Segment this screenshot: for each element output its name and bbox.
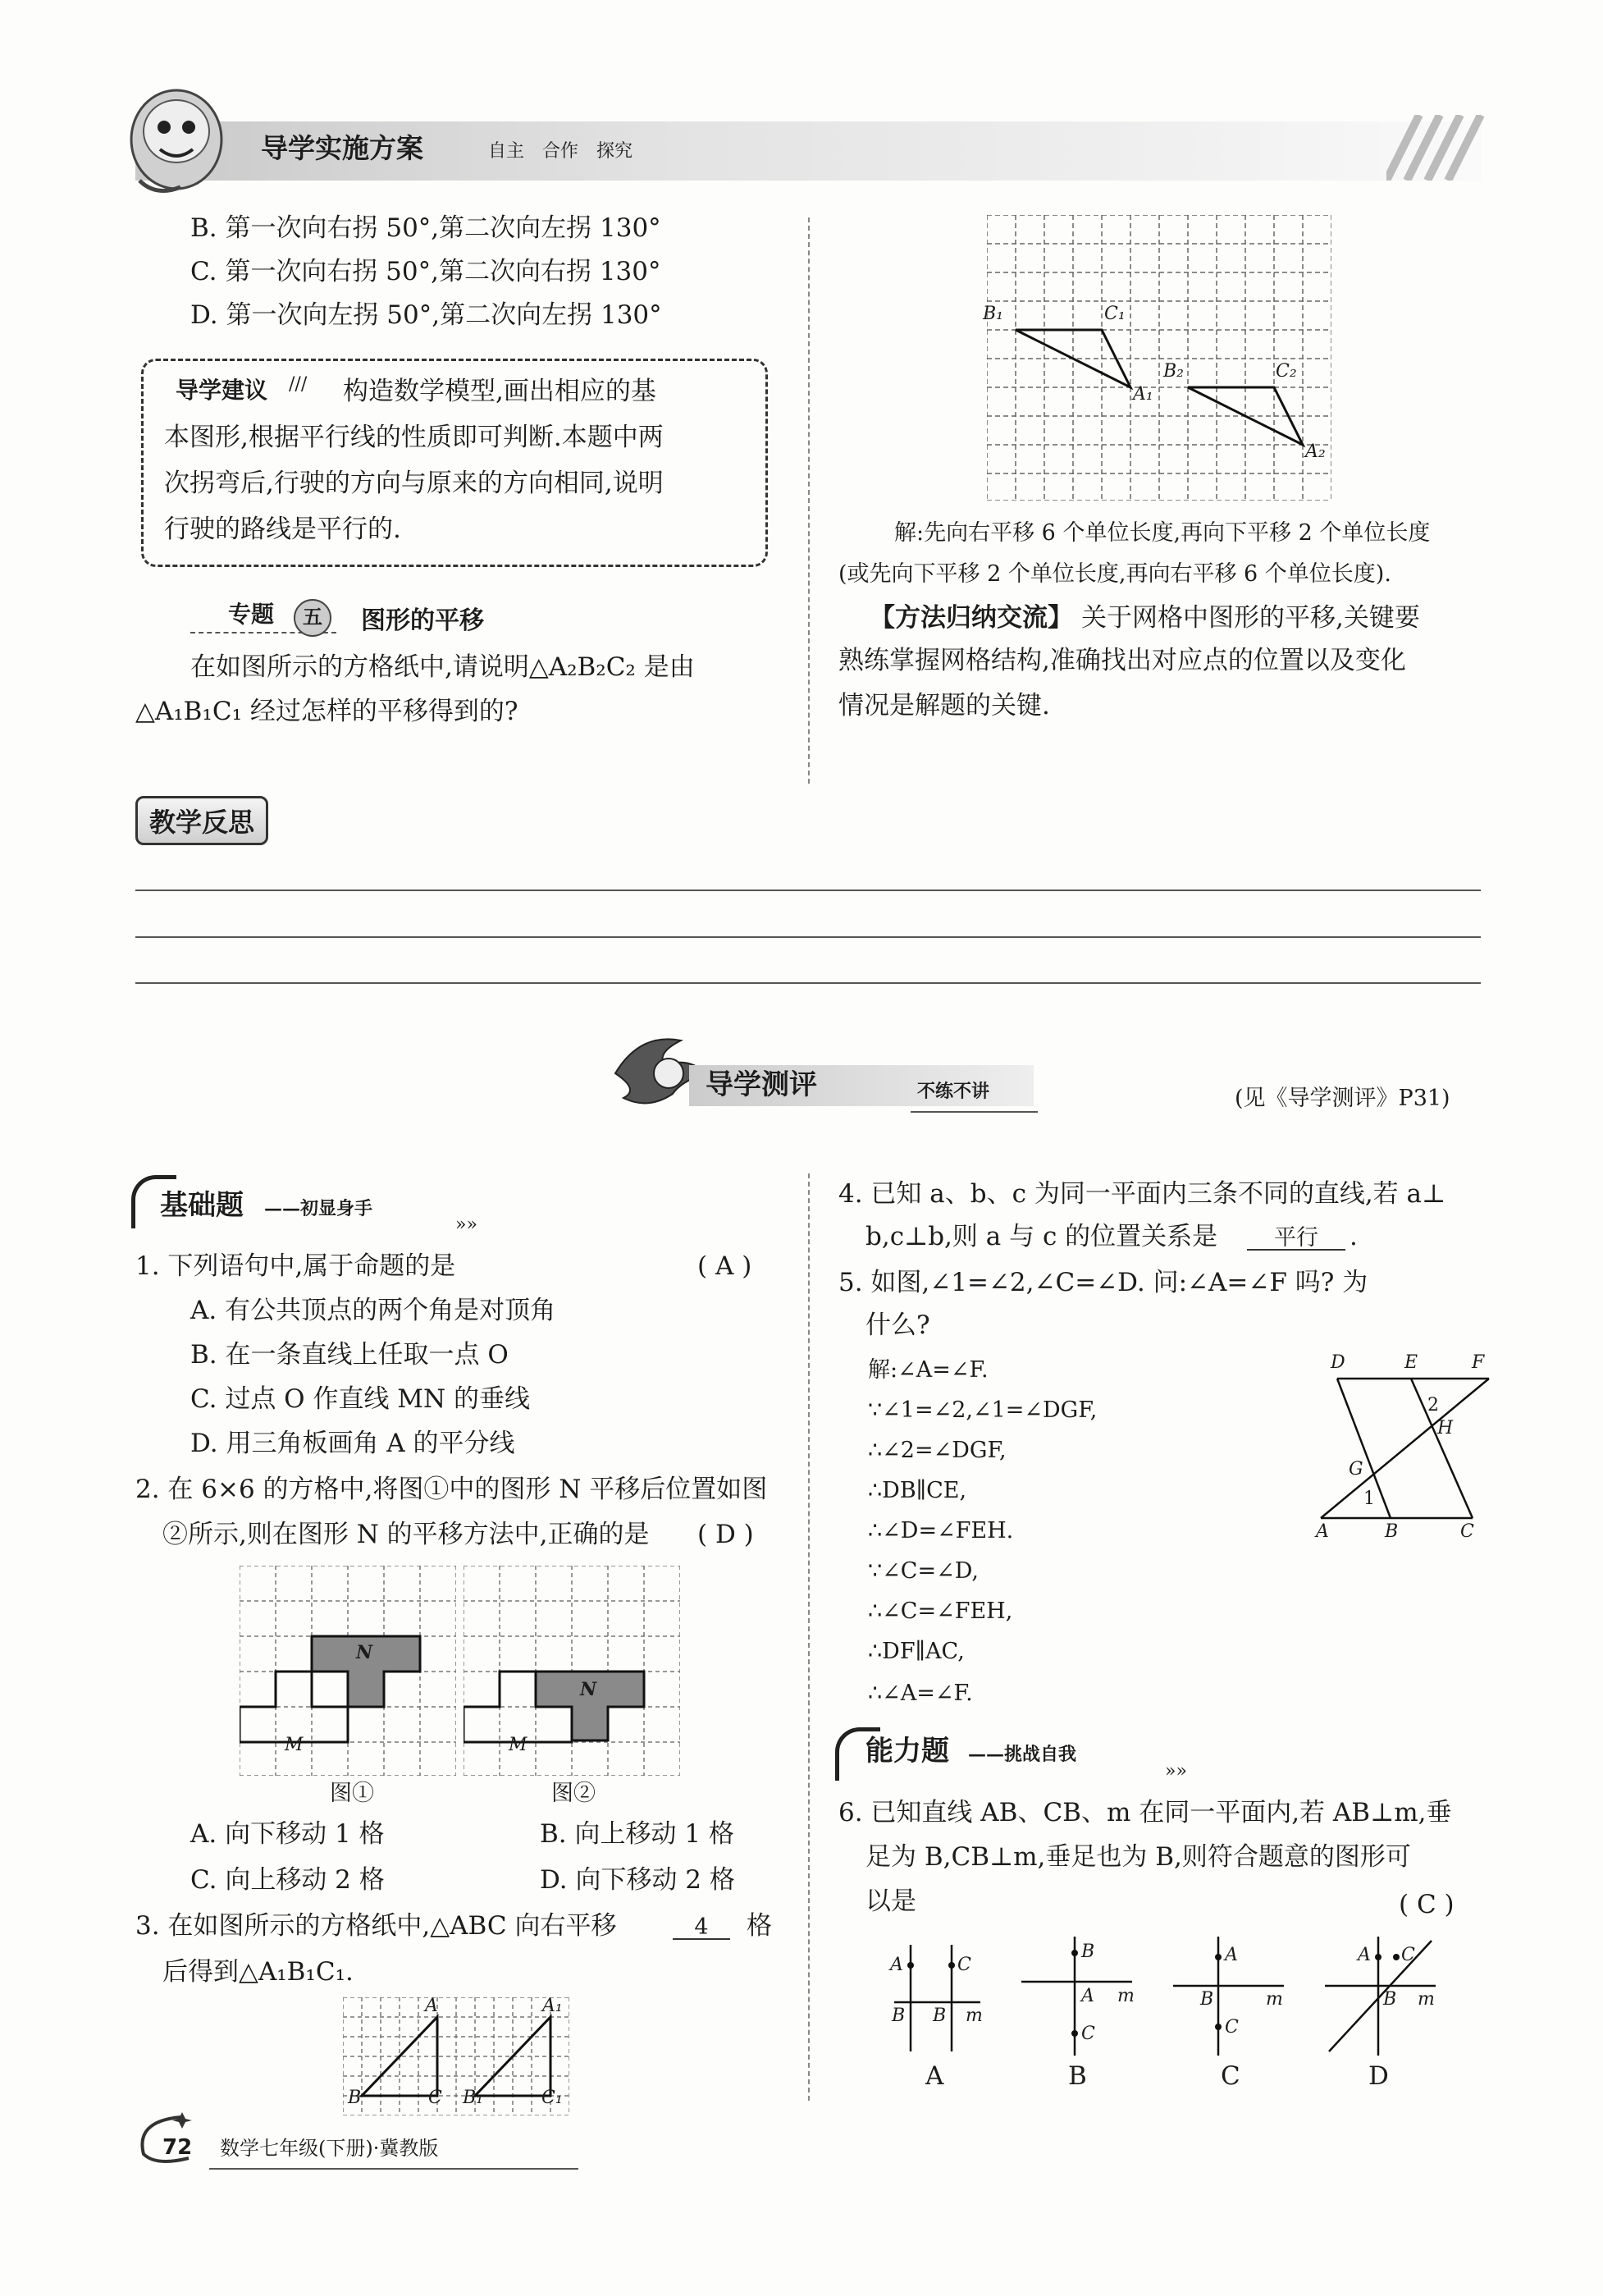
q3-label-a1: A₁	[542, 1996, 563, 2016]
option-b: B. 第一次向右拐 50°,第二次向左拐 130°	[190, 213, 661, 243]
q4-line-2-pre: b,c⊥b,则 a 与 c 的位置关系是	[865, 1222, 1218, 1251]
proof-line-9: ∴∠A=∠F.	[868, 1681, 973, 1706]
q4-answer: 平行	[1247, 1227, 1345, 1251]
q5-figure	[1313, 1352, 1493, 1543]
q3-grid-figure	[343, 1997, 569, 2115]
q6b-label-c: C	[1081, 2024, 1095, 2044]
q6b-label-a: A	[1081, 1986, 1094, 2006]
q6-line-3: 以是	[865, 1887, 916, 1916]
topic-title: 图形的平移	[361, 606, 484, 635]
tip-line-1: 构造数学模型,画出相应的基	[343, 377, 656, 406]
fig5-label-b: B	[1385, 1521, 1399, 1542]
q6-choice-a: A	[925, 2061, 944, 2091]
q2-answer: ( D )	[697, 1520, 754, 1549]
proof-line-7: ∴∠C=∠FEH,	[868, 1599, 1013, 1624]
tip-line-4: 行驶的路线是平行的.	[164, 515, 401, 544]
q2-option-a: A. 向下移动 1 格	[190, 1819, 385, 1849]
q6-choice-c: C	[1221, 2061, 1240, 2091]
ability-label: 能力题	[865, 1735, 949, 1768]
q6-line-1: 6. 已知直线 AB、CB、m 在同一平面内,若 AB⊥m,垂	[838, 1798, 1452, 1827]
q1-option-c: C. 过点 O 作直线 MN 的垂线	[190, 1384, 531, 1414]
q2-option-d: D. 向下移动 2 格	[540, 1865, 735, 1895]
basic-arrow-icon: »»	[455, 1214, 477, 1235]
reflection-line-1	[135, 890, 1481, 891]
q2-option-c: C. 向上移动 2 格	[190, 1865, 385, 1895]
q3-line-1-pre: 3. 在如图所示的方格纸中,△ABC 向右平移	[135, 1911, 617, 1941]
proof-line-1: 解:∠A=∠F.	[868, 1357, 989, 1383]
q5-line-2: 什么?	[865, 1310, 930, 1340]
q6-choice-d-figure	[1321, 1937, 1444, 2060]
method-label: 【方法归纳交流】	[870, 603, 1073, 633]
ability-arrow-icon: »»	[1165, 1761, 1187, 1781]
solution-line-1: 解:先向右平移 6 个单位长度,再向下平移 2 个单位长度	[894, 520, 1431, 546]
fig5-label-g: G	[1349, 1459, 1363, 1480]
method-line-1: 关于网格中图形的平移,关键要	[1081, 603, 1420, 633]
q4-answer-wrap	[1247, 1224, 1345, 1251]
q6-choice-b: B	[1068, 2061, 1087, 2091]
q6c-label-m: m	[1266, 1989, 1283, 2010]
q3-label-c: C	[428, 2088, 442, 2108]
q2-line-1: 2. 在 6×6 的方格中,将图①中的图形 N 平移后位置如图	[135, 1475, 768, 1504]
question-line-1: 在如图所示的方格纸中,请说明△A₂B₂C₂ 是由	[190, 652, 695, 682]
q6a-label-b1: B	[892, 2006, 906, 2026]
q2-option-b: B. 向上移动 1 格	[540, 1819, 734, 1849]
proof-line-3: ∴∠2=∠DGF,	[868, 1438, 1007, 1463]
q3-label-c1: C₁	[541, 2088, 563, 2108]
label-a1: A₁	[1133, 384, 1153, 405]
fig5-label-f: F	[1472, 1352, 1485, 1373]
q3-label-b: B	[348, 2088, 362, 2108]
mascot-logo	[123, 82, 230, 205]
footer-line	[209, 2168, 578, 2170]
label-b2: B₂	[1163, 361, 1184, 382]
header-title: 导学实施方案	[261, 132, 423, 164]
q6-choice-c-figure	[1169, 1937, 1292, 2060]
fig5-label-a: A	[1316, 1521, 1329, 1542]
solution-line-2: (或先向下平移 2 个单位长度,再向右平移 6 个单位长度).	[838, 561, 1391, 587]
fig5-label-h: H	[1437, 1418, 1454, 1438]
q4-line-2-post: .	[1350, 1222, 1358, 1251]
tip-label: 导学建议	[176, 377, 268, 404]
q3-line-2: 后得到△A₁B₁C₁.	[162, 1957, 354, 1987]
q2-figure-1	[240, 1566, 456, 1776]
test-banner-tagline: 不练不讲	[917, 1082, 990, 1102]
q1-answer: ( A )	[697, 1251, 752, 1281]
tip-slash-icon: ///	[289, 374, 308, 395]
q6d-label-c: C	[1401, 1945, 1415, 1965]
tip-line-3: 次拐弯后,行驶的方向与原来的方向相同,说明	[164, 469, 664, 498]
q6a-label-b2: B	[933, 2006, 947, 2026]
reflection-line-2	[135, 936, 1481, 938]
q4-line-1: 4. 已知 a、b、c 为同一平面内三条不同的直线,若 a⊥	[838, 1179, 1446, 1209]
label-b1: B₁	[983, 304, 1003, 324]
q6-choice-a-figure	[882, 1945, 989, 2060]
fig5-label-e: E	[1404, 1352, 1418, 1373]
q1-option-d: D. 用三角板画角 A 的平分线	[190, 1429, 515, 1458]
question-line-2: △A₁B₁C₁ 经过怎样的平移得到的?	[135, 697, 518, 726]
q6-line-2: 足为 B,CB⊥m,垂足也为 B,则符合题意的图形可	[865, 1842, 1411, 1872]
fig1-label-n: N	[356, 1642, 373, 1663]
label-c2: C₂	[1276, 361, 1297, 382]
q6d-label-b: B	[1383, 1989, 1397, 2010]
label-c1: C₁	[1104, 304, 1126, 324]
topic-number-badge: 五	[294, 599, 331, 637]
column-divider	[808, 217, 810, 784]
q3-answer-blank	[673, 1914, 738, 1940]
fig5-label-1: 1	[1363, 1489, 1375, 1509]
option-d: D. 第一次向左拐 50°,第二次向左拐 130°	[190, 300, 662, 330]
ability-tag: ——挑战自我	[968, 1744, 1077, 1765]
q5-line-1: 5. 如图,∠1=∠2,∠C=∠D. 问:∠A=∠F 吗? 为	[838, 1268, 1368, 1297]
book-title: 数学七年级(下册)·冀教版	[220, 2137, 439, 2160]
tagline-underline	[911, 1111, 1038, 1113]
fig2-label-n: N	[580, 1679, 597, 1700]
q6d-label-a: A	[1358, 1945, 1371, 1965]
q6a-label-a: A	[890, 1955, 903, 1975]
basic-label: 基础题	[160, 1189, 244, 1222]
proof-line-4: ∴DB∥CE,	[868, 1478, 967, 1503]
q6a-label-m: m	[966, 2006, 983, 2026]
proof-line-2: ∵∠1=∠2,∠1=∠DGF,	[868, 1397, 1098, 1423]
q6d-label-m: m	[1418, 1989, 1435, 2010]
label-a2: A₂	[1305, 441, 1326, 462]
header-stripes	[1386, 115, 1485, 181]
option-c: C. 第一次向右拐 50°,第二次向右拐 130°	[190, 257, 661, 286]
method-line-3: 情况是解题的关键.	[838, 691, 1050, 720]
q2-line-2: ②所示,则在图形 N 的平移方法中,正确的是	[162, 1520, 650, 1549]
basic-tag: ——初显身手	[264, 1198, 373, 1219]
q3-label-b1: B₁	[463, 2088, 483, 2108]
proof-line-5: ∴∠D=∠FEH.	[868, 1518, 1014, 1544]
lower-column-divider	[808, 1173, 810, 2101]
page-number: 72	[162, 2135, 193, 2160]
q6b-label-m: m	[1117, 1986, 1135, 2006]
q6-choice-d: D	[1368, 2061, 1389, 2091]
fig2-caption: 图②	[551, 1781, 596, 1806]
q6a-label-c: C	[957, 1955, 971, 1975]
q6c-label-c: C	[1225, 2017, 1239, 2038]
fig1-caption: 图①	[330, 1781, 374, 1806]
test-banner-title: 导学测评	[706, 1068, 817, 1101]
q6c-label-a: A	[1225, 1945, 1238, 1965]
fig5-label-d: D	[1331, 1352, 1345, 1373]
proof-line-6: ∵∠C=∠D,	[868, 1558, 979, 1584]
fig5-label-c: C	[1460, 1521, 1474, 1542]
topic-label: 专题	[228, 601, 275, 628]
fig1-label-m: M	[285, 1735, 304, 1755]
fig5-label-2: 2	[1427, 1395, 1439, 1416]
test-reference: (见《导学测评》P31)	[1235, 1086, 1450, 1111]
reflection-label: 教学反思	[135, 796, 268, 845]
translation-grid-figure	[983, 215, 1331, 501]
q3-line-1-post: 格	[747, 1911, 772, 1941]
reflection-line-3	[135, 982, 1481, 984]
header-subtitle: 自主 合作 探究	[488, 141, 633, 162]
method-line-2: 熟练掌握网格结构,准确找出对应点的位置以及变化	[838, 646, 1406, 675]
q6-choice-b-figure	[1017, 1937, 1140, 2060]
q3-answer: 4	[673, 1916, 730, 1940]
tip-line-2: 本图形,根据平行线的性质即可判断.本题中两	[164, 423, 664, 452]
q6b-label-b: B	[1081, 1942, 1095, 1962]
q3-label-a: A	[425, 1996, 438, 2016]
q6-answer: ( C )	[1399, 1890, 1455, 1919]
q6c-label-b: B	[1200, 1989, 1214, 2010]
q1-option-b: B. 在一条直线上任取一点 O	[190, 1340, 509, 1370]
fig2-label-m: M	[509, 1735, 527, 1755]
proof-line-8: ∴DF∥AC,	[868, 1639, 965, 1664]
q2-figure-2	[464, 1566, 680, 1776]
q1-option-a: A. 有公共顶点的两个角是对顶角	[190, 1296, 556, 1325]
q1-text: 1. 下列语句中,属于命题的是	[135, 1251, 456, 1281]
